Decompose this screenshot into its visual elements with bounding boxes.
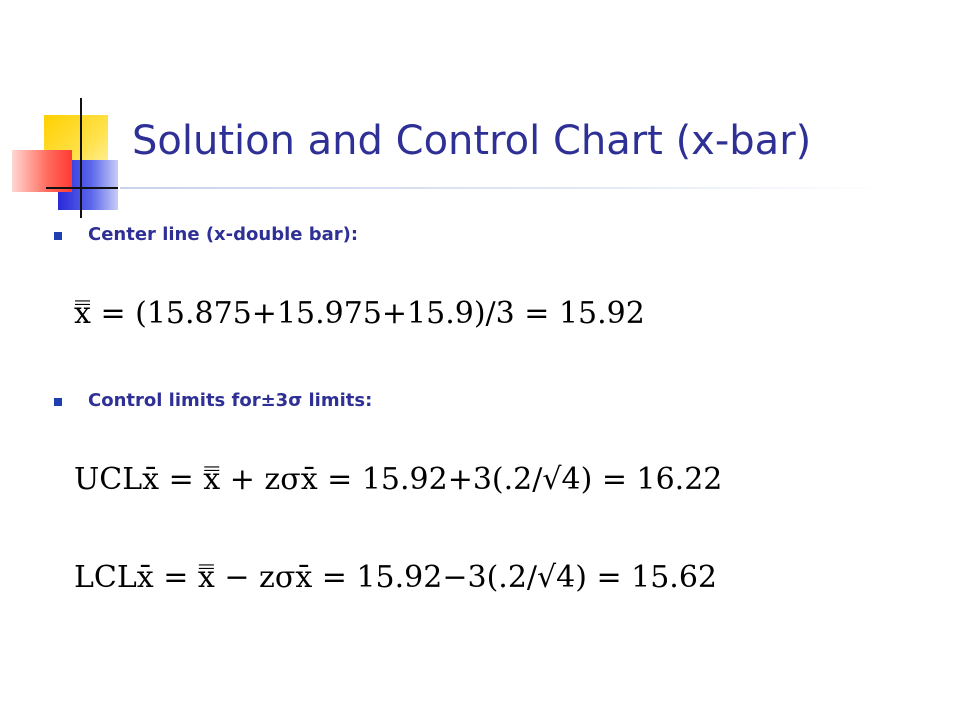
slide-logo [0,0,140,220]
bullet-marker [54,232,62,240]
title-underline [120,187,890,189]
ucl-equation: UCLx̄ = x̿ + zσx̄ = 15.92+3(.2/√4) = 16.22 [74,462,723,497]
logo-red-square [12,150,72,192]
logo-vertical-line [80,98,82,218]
center-line-equation: x̿ = (15.875+15.975+15.9)/3 = 15.92 [74,296,645,331]
logo-horizontal-line [46,187,118,189]
bullet-marker [54,398,62,406]
bullet-text: Center line (x-double bar): [88,224,359,245]
lcl-equation: LCLx̄ = x̿ − zσx̄ = 15.92−3(.2/√4) = 15.62 [74,560,718,595]
slide-title: Solution and Control Chart (x-bar) [132,118,812,164]
bullet-text: Control limits for±3σ limits: [88,390,373,411]
